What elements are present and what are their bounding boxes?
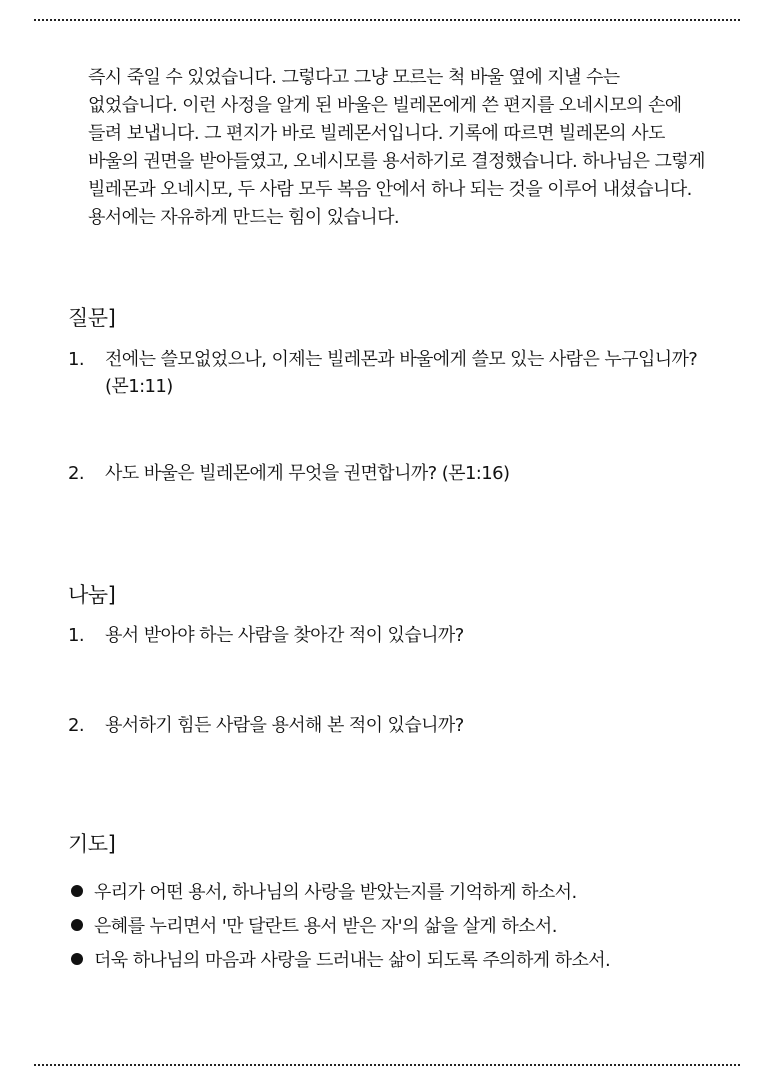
- sharing-text: 용서 받아야 하는 사람을 찾아간 적이 있습니까?: [105, 625, 464, 646]
- prayer-text: 더욱 하나님의 마음과 사랑을 드러내는 삶이 되도록 주의하게 하소서.: [94, 950, 611, 971]
- sharing-item: [68, 712, 708, 739]
- sharing-item: [68, 622, 708, 649]
- bullet-icon: [71, 919, 83, 931]
- questions-title: 질문]: [68, 306, 116, 330]
- question-text: 전에는 쓸모없었으나, 이제는 빌레몬과 바울에게 쓸모 있는 사람은 누구입니까? (몬1:11): [105, 349, 698, 397]
- question-item: [68, 346, 708, 400]
- sharing-number: 1.: [68, 625, 84, 646]
- prayer-text: 우리가 어떤 용서, 하나님의 사랑을 받았는지를 기억하게 하소서.: [94, 882, 577, 903]
- question-item: [68, 460, 708, 487]
- prayer-item: [68, 942, 718, 976]
- question-number: 2.: [68, 463, 84, 484]
- bullet-icon: [71, 953, 83, 965]
- prayer-list: [68, 874, 718, 976]
- prayer-item: [68, 874, 718, 908]
- question-text: 사도 바울은 빌레몬에게 무엇을 권면합니까? (몬1:16): [105, 463, 510, 484]
- sharing-number: 2.: [68, 715, 84, 736]
- prayer-text: 은혜를 누리면서 '만 달란트 용서 받은 자'의 삶을 살게 하소서.: [94, 916, 557, 937]
- bullet-icon: [71, 885, 83, 897]
- top-divider: [34, 19, 740, 21]
- sharing-text: 용서하기 힘든 사람을 용서해 본 적이 있습니까?: [105, 715, 464, 736]
- sharing-title: 나눔]: [68, 583, 116, 607]
- prayer-item: [68, 908, 718, 942]
- bottom-divider: [34, 1064, 740, 1066]
- question-number: 1.: [68, 349, 84, 370]
- prayer-title: 기도]: [68, 832, 116, 856]
- intro-paragraph: 즉시 죽일 수 있었습니다. 그렇다고 그냥 모르는 척 바울 옆에 지낼 수는 없었습니다. 이런 사정을 알게 된 바울은 빌레몬에게 쓴 편지를 오네시모의 손에 들려 보냅니다. 그 편지가 바로 빌레몬서입니다. 기록에 따르면 빌레몬의 사도 바울의 권면을 받아들였고, 오네시모를 용서하기로 결정했습니다. 하나님은 그렇게 빌레몬과 오네시모, 두 사람 모두 복음 안에서 하나 되는 것을 이루어 내셨습니다. 용서에는 자유하게 만드는 힘이 있습니다.: [88, 67, 705, 228]
